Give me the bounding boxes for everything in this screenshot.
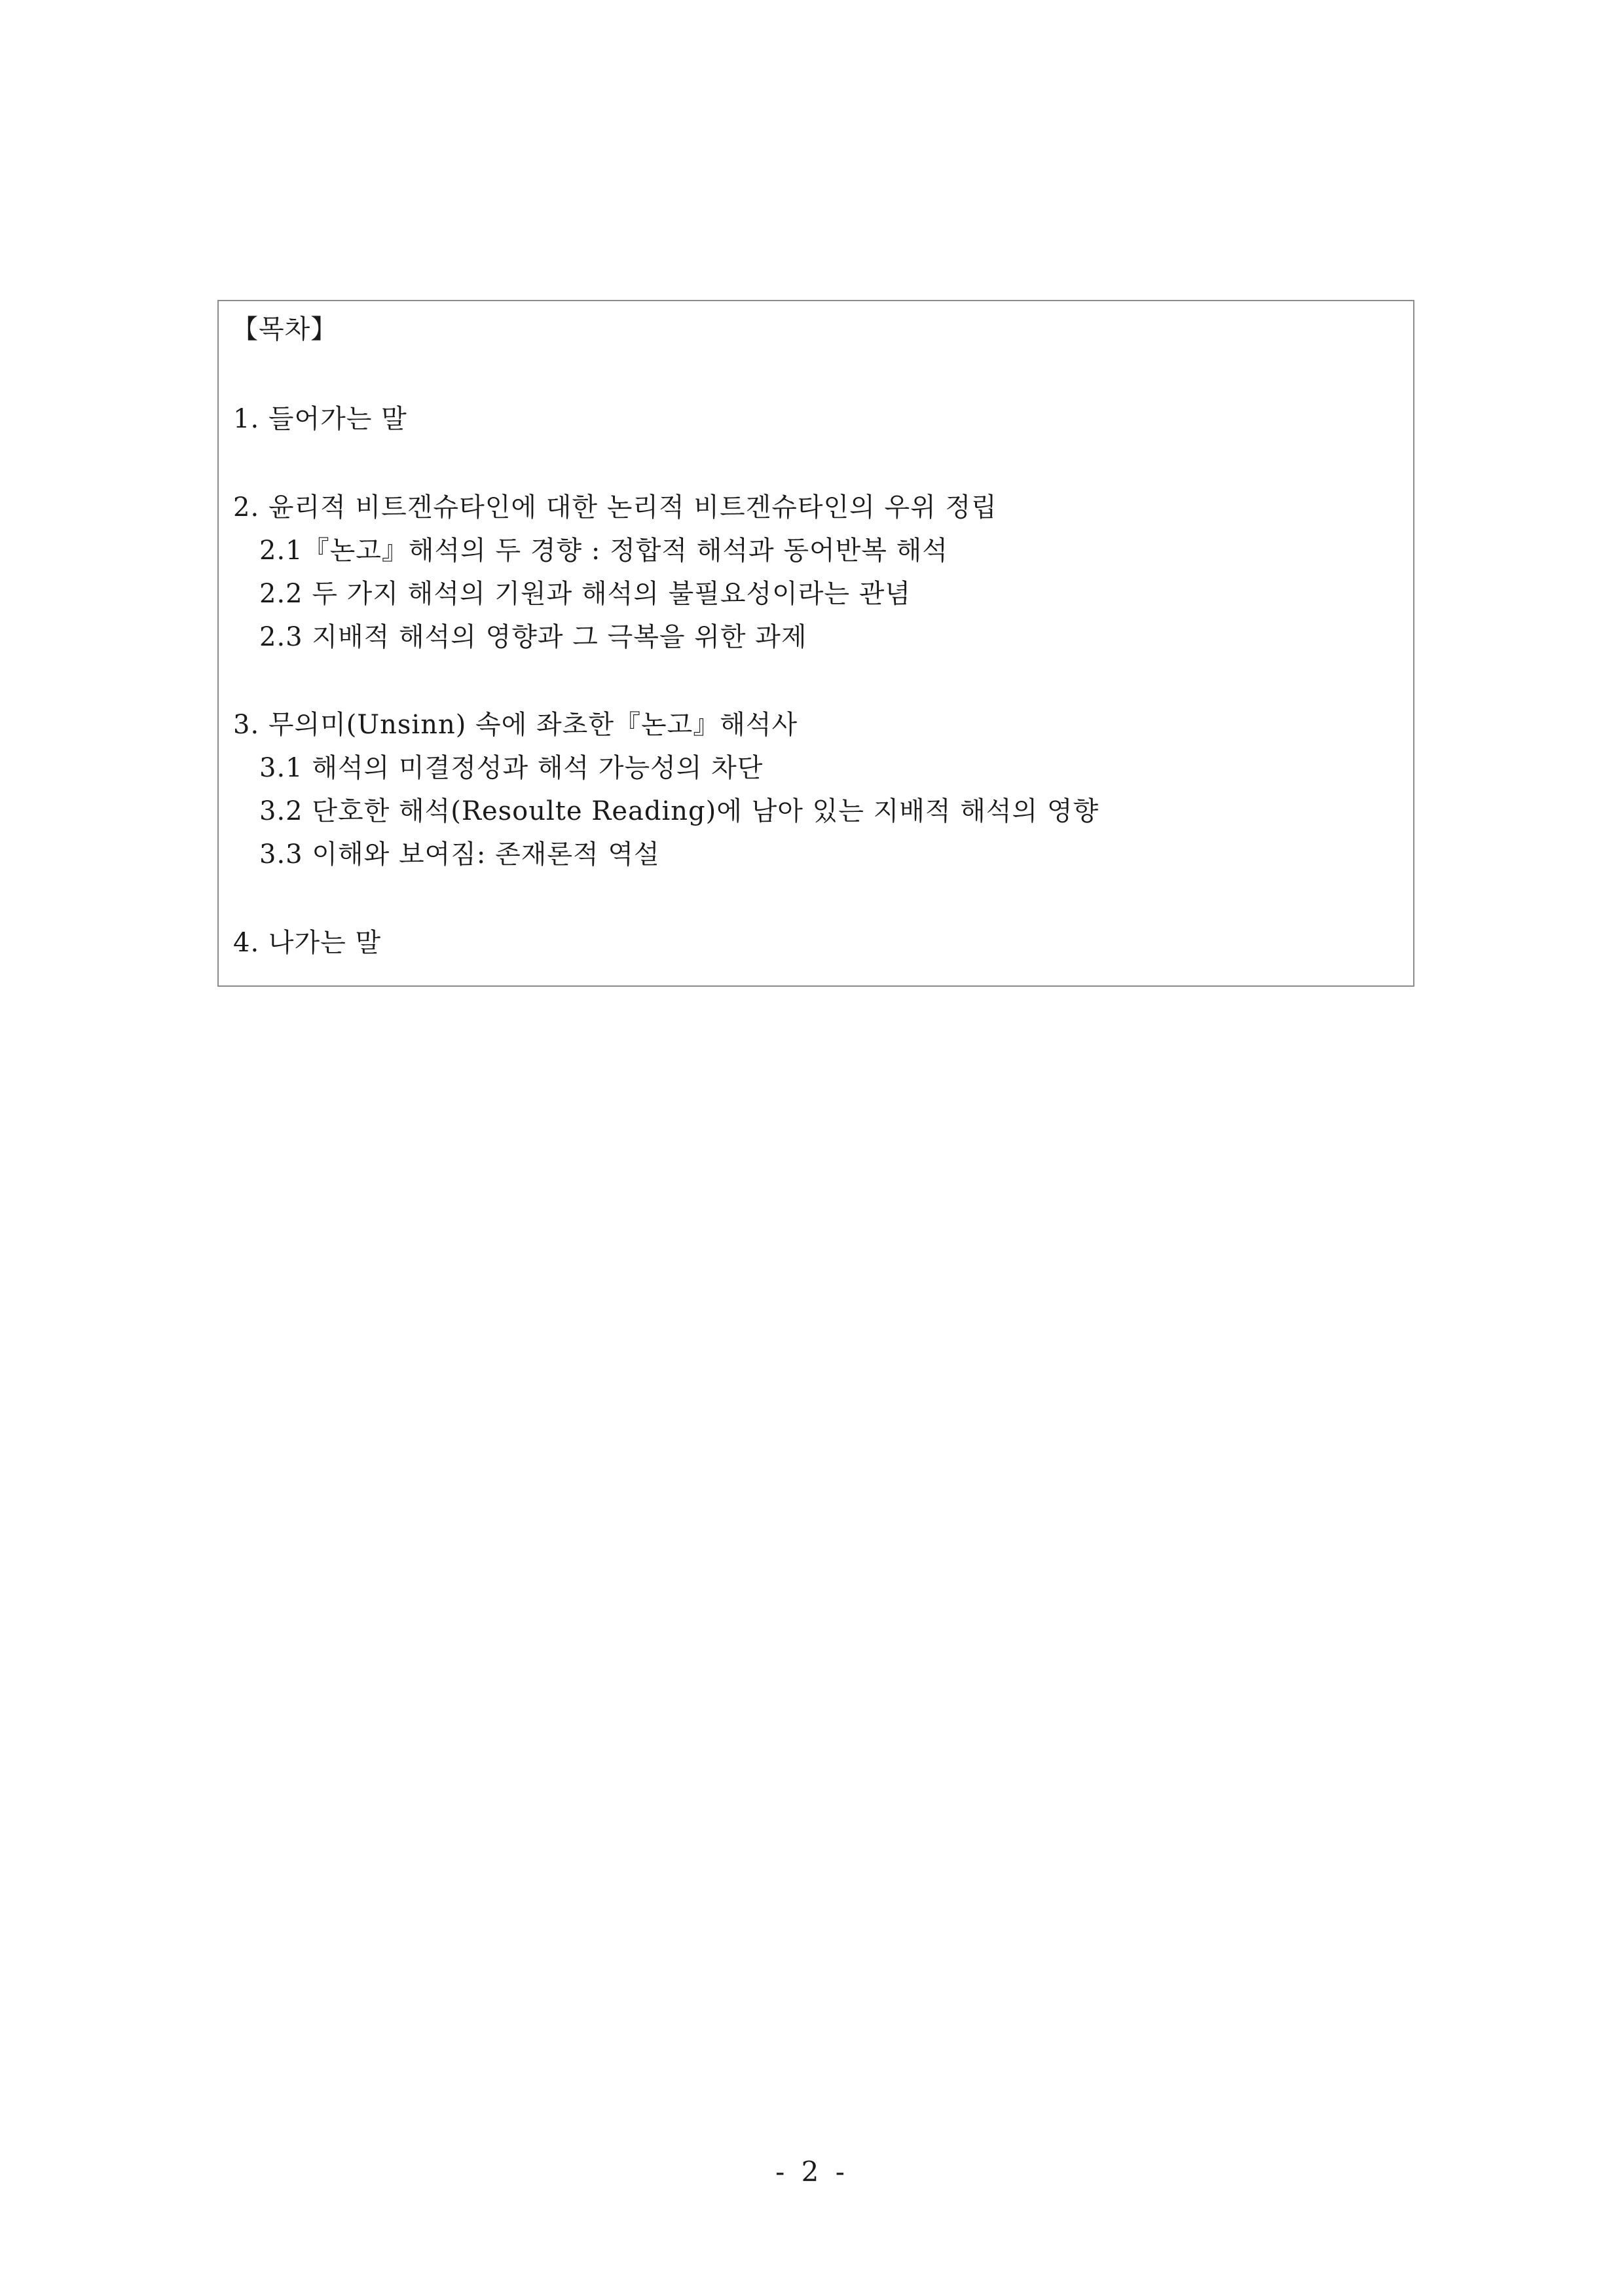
toc-subsection-3-3: 3.3 이해와 보여짐: 존재론적 역설 [259, 839, 660, 870]
toc-subsection-2-1: 2.1『논고』해석의 두 경향 : 정합적 해석과 동어반복 해석 [259, 536, 948, 566]
toc-subsection-2-2: 2.2 두 가지 해석의 기원과 해석의 불필요성이라는 관념 [259, 579, 912, 609]
toc-subsection-3-1: 3.1 해석의 미결정성과 해석 가능성의 차단 [259, 753, 764, 783]
toc-heading: 【목차】 [232, 314, 338, 344]
toc-section-2: 2. 윤리적 비트겐슈타인에 대한 논리적 비트겐슈타인의 우위 정립 [233, 492, 997, 523]
table-of-contents-box [217, 300, 1414, 987]
toc-subsection-2-3: 2.3 지배적 해석의 영향과 그 극복을 위한 과제 [259, 622, 807, 652]
toc-section-1: 1. 들어가는 말 [233, 404, 407, 434]
toc-subsection-3-2: 3.2 단호한 해석(Resoulte Reading)에 남아 있는 지배적 해석의 영향 [259, 796, 1099, 826]
toc-section-4: 4. 나가는 말 [233, 928, 382, 958]
page-number: - 2 - [775, 2156, 849, 2188]
toc-section-3: 3. 무의미(Unsinn) 속에 좌초한『논고』해석사 [233, 710, 798, 740]
